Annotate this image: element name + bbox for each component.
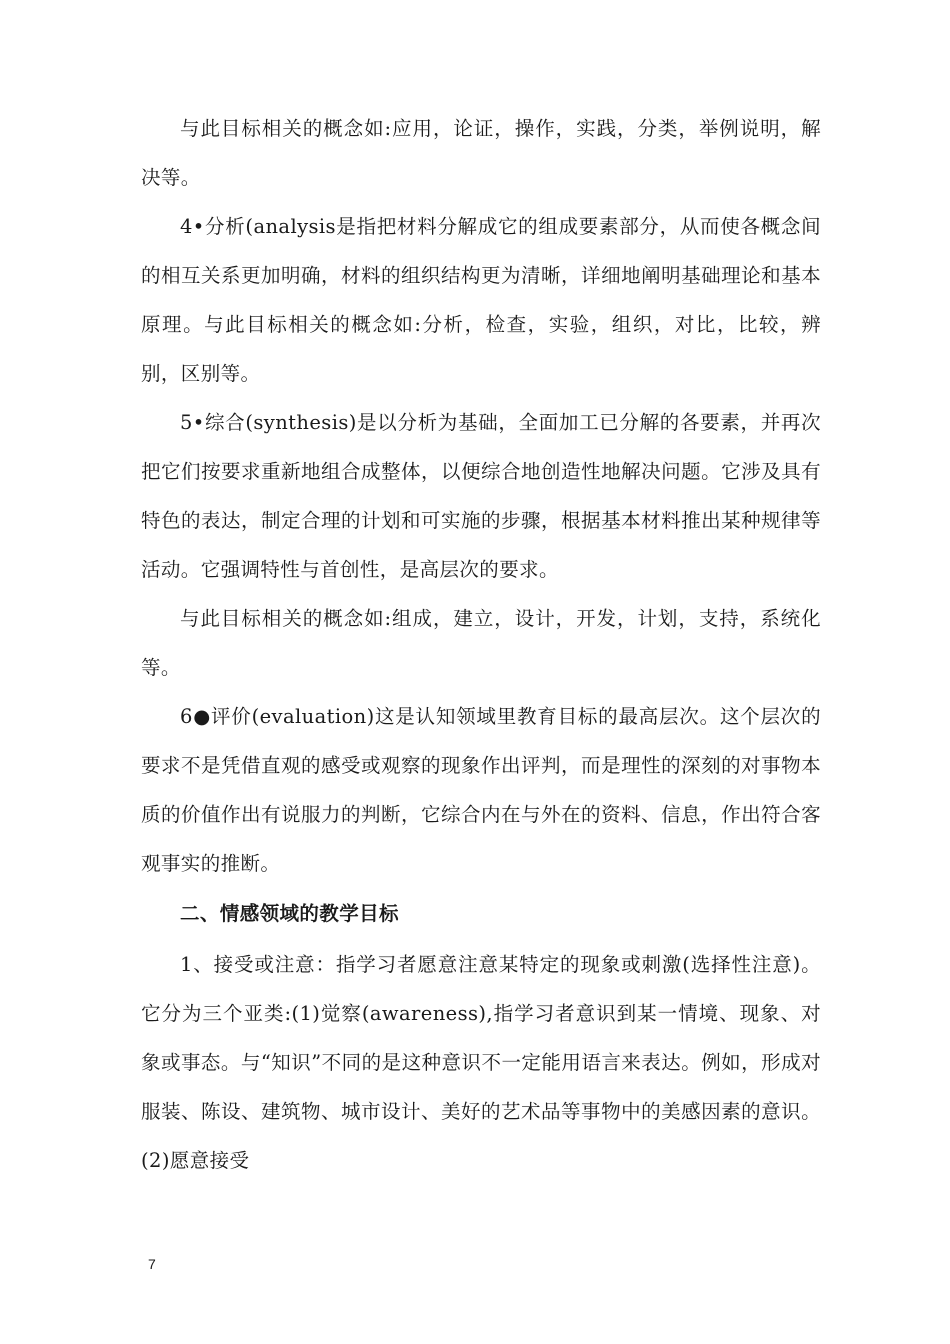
section-heading: 二、情感领域的教学目标 (180, 902, 399, 925)
page-number: 7 (148, 1256, 156, 1272)
paragraph-evaluation: 6●评价(evaluation)这是认知领域里教育目标的最高层次。这个层次的要求不是凭借直观的感受或观察的现象作出评判，而是理性的深刻的对事物本质的价值作出有说服力的判断，它综合内在与外在的资料、信息，作出符合客观事实的推断。 (141, 705, 821, 875)
paragraph-synthesis: 5•综合(synthesis)是以分析为基础，全面加工已分解的各要素，并再次把它们按要求重新地组合成整体，以便综合地创造性地解决问题。它涉及具有特色的表达，制定合理的计划和可实施的步骤，根据基本材料推出某种规律等活动。它强调特性与首创性，是高层次的要求。 (141, 411, 821, 581)
paragraph-analysis: 4•分析(analysis是指把材料分解成它的组成要素部分，从而使各概念间的相互关系更加明确，材料的组织结构更为清晰，详细地阐明基础理论和基本原理。与此目标相关的概念如:分析，检查，实验，组织，对比，比较，辨别，区别等。 (141, 215, 821, 385)
paragraph-application-concepts: 与此目标相关的概念如:应用，论证，操作，实践，分类，举例说明，解决等。 (141, 117, 821, 189)
paragraph-synthesis-concepts: 与此目标相关的概念如:组成，建立，设计，开发，计划，支持，系统化等。 (141, 607, 821, 679)
paragraph-receiving-attention: 1、接受或注意：指学习者愿意注意某特定的现象或刺激(选择性注意)。它分为三个亚类:(1)觉察(awareness),指学习者意识到某一情境、现象、对象或事态。与“知识”不同的是这种意识不一定能用语言来表达。例如，形成对服装、陈设、建筑物、城市设计、美好的艺术品等事物中的美感因素的意识。(2)愿意接受 (141, 953, 821, 1172)
page-body (141, 104, 821, 1185)
